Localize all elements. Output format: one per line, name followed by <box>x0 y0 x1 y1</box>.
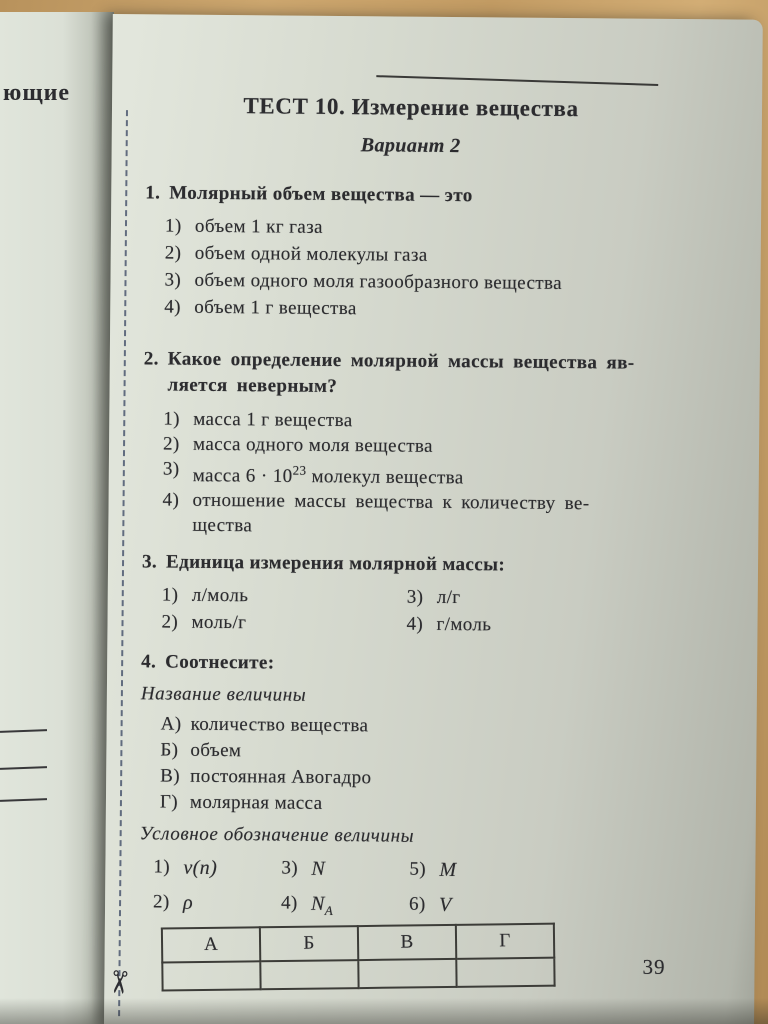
symbol-text: M <box>439 859 457 882</box>
option-row <box>161 609 406 638</box>
emphasis-word: неверным? <box>236 375 338 398</box>
symbol-row <box>409 856 537 892</box>
symbol-row <box>409 891 537 927</box>
answer-table-header-cell: Г <box>456 924 554 959</box>
option-text: объем 1 г вещества <box>194 296 357 320</box>
option-text: постоянная Авогадро <box>190 766 372 789</box>
option-number: 5) <box>409 858 427 881</box>
option-text: л/г <box>436 587 461 609</box>
question-number: 4. <box>141 651 157 673</box>
symbol-text: $N_A$ <box>310 893 334 919</box>
option-number: 3) <box>162 458 180 480</box>
option-number: 2) <box>161 611 179 633</box>
page-title: ТЕСТ 10. Измерение вещества <box>243 93 579 122</box>
option-text: г/моль <box>436 614 492 636</box>
answer-table-empty-cell <box>358 959 456 988</box>
symbol-row <box>281 855 409 891</box>
option-text: масса 1 г вещества <box>193 408 353 432</box>
option-row <box>163 456 673 492</box>
option-number: 1) <box>163 408 181 430</box>
option-number: 4) <box>164 296 182 318</box>
option-text: количество вещества <box>190 714 369 737</box>
option-row <box>160 790 670 820</box>
option-number: 3) <box>281 857 299 880</box>
question-3 <box>141 550 672 641</box>
match-symbols-heading: Условное обозначение величины <box>139 823 415 848</box>
answer-blank-line <box>0 798 47 802</box>
question-text: Единица измерения молярной массы: <box>165 551 506 576</box>
question-text: Соотнесите: <box>165 651 275 674</box>
option-row <box>406 611 651 640</box>
options-column <box>161 582 406 638</box>
option-text: масса одного моля вещества <box>192 433 434 457</box>
option-text: л/моль <box>191 585 249 607</box>
answer-table-header-cell: А <box>162 928 260 963</box>
question-text: Молярный объем вещества — это <box>169 182 473 207</box>
option-letter: Г) <box>159 791 179 813</box>
symbol-text: ρ <box>182 892 194 915</box>
answer-table-empty-cell <box>260 960 358 989</box>
option-number: 3) <box>406 586 424 609</box>
option-row <box>162 582 407 611</box>
option-text: объем одного моля газообразного вещества <box>194 269 563 294</box>
answer-table-empty-cell <box>456 958 554 987</box>
question-number: 2. <box>143 348 159 370</box>
question-number: 1. <box>145 182 161 204</box>
page-number: 39 <box>642 954 666 979</box>
scissors-icon: ✂ <box>99 967 138 997</box>
symbols-column <box>409 856 538 927</box>
symbol-text: ν(n) <box>183 857 218 880</box>
option-letter: А) <box>160 713 182 735</box>
option-number: 4) <box>280 892 298 915</box>
option-number: 6) <box>408 893 426 916</box>
question-text: Какое определение молярной массы вещества яв- ляется неверным? <box>167 348 635 398</box>
option-text: масса $6 \cdot 10^{23}$ молекул вещества <box>192 462 464 489</box>
option-number: 4) <box>162 489 180 511</box>
left-page-text-fragment: ющие <box>3 80 71 106</box>
option-text: объем 1 кг газа <box>194 215 323 238</box>
option-row <box>164 293 674 324</box>
test-page <box>99 14 763 1024</box>
answer-blank-line <box>0 766 47 770</box>
symbols-column <box>281 855 410 926</box>
answer-table-header-cell: Б <box>260 926 358 961</box>
option-number: 4) <box>406 613 424 636</box>
option-row <box>407 584 652 613</box>
option-row <box>162 488 672 542</box>
option-text: объем <box>190 740 242 762</box>
option-text: отношение массы вещества к количеству ве- щества <box>192 490 590 537</box>
symbol-text: N <box>311 858 326 881</box>
option-number: 2) <box>162 433 180 455</box>
option-text: молярная масса <box>189 792 323 815</box>
answer-table <box>161 923 556 992</box>
cut-line <box>118 110 128 1016</box>
option-number: 2) <box>152 891 170 913</box>
option-number: 3) <box>164 269 182 291</box>
symbols-column <box>153 854 282 925</box>
match-names-heading: Название величины <box>140 683 307 707</box>
answer-blank-line <box>0 729 47 733</box>
option-number: 1) <box>161 584 179 606</box>
options-column <box>406 584 651 640</box>
option-number: 1) <box>153 856 171 878</box>
option-number: 1) <box>164 215 182 237</box>
symbol-row <box>281 890 409 926</box>
symbol-row <box>153 854 281 890</box>
option-number: 2) <box>164 242 182 264</box>
question-1 <box>144 180 675 325</box>
test-content <box>138 14 677 996</box>
option-text: объем одной молекулы газа <box>194 242 428 266</box>
symbol-text: V <box>438 894 452 917</box>
question-4 <box>138 650 671 997</box>
variant-subtitle: Вариант 2 <box>360 134 461 158</box>
left-page <box>0 12 114 1024</box>
answer-table-empty-cell <box>162 962 260 991</box>
question-number: 3. <box>141 551 158 573</box>
option-letter: В) <box>160 765 181 787</box>
option-text: моль/г <box>191 612 247 634</box>
option-letter: Б) <box>160 739 179 761</box>
answer-table-header-cell: В <box>358 925 456 960</box>
question-2 <box>142 346 674 542</box>
symbol-row <box>153 889 281 925</box>
